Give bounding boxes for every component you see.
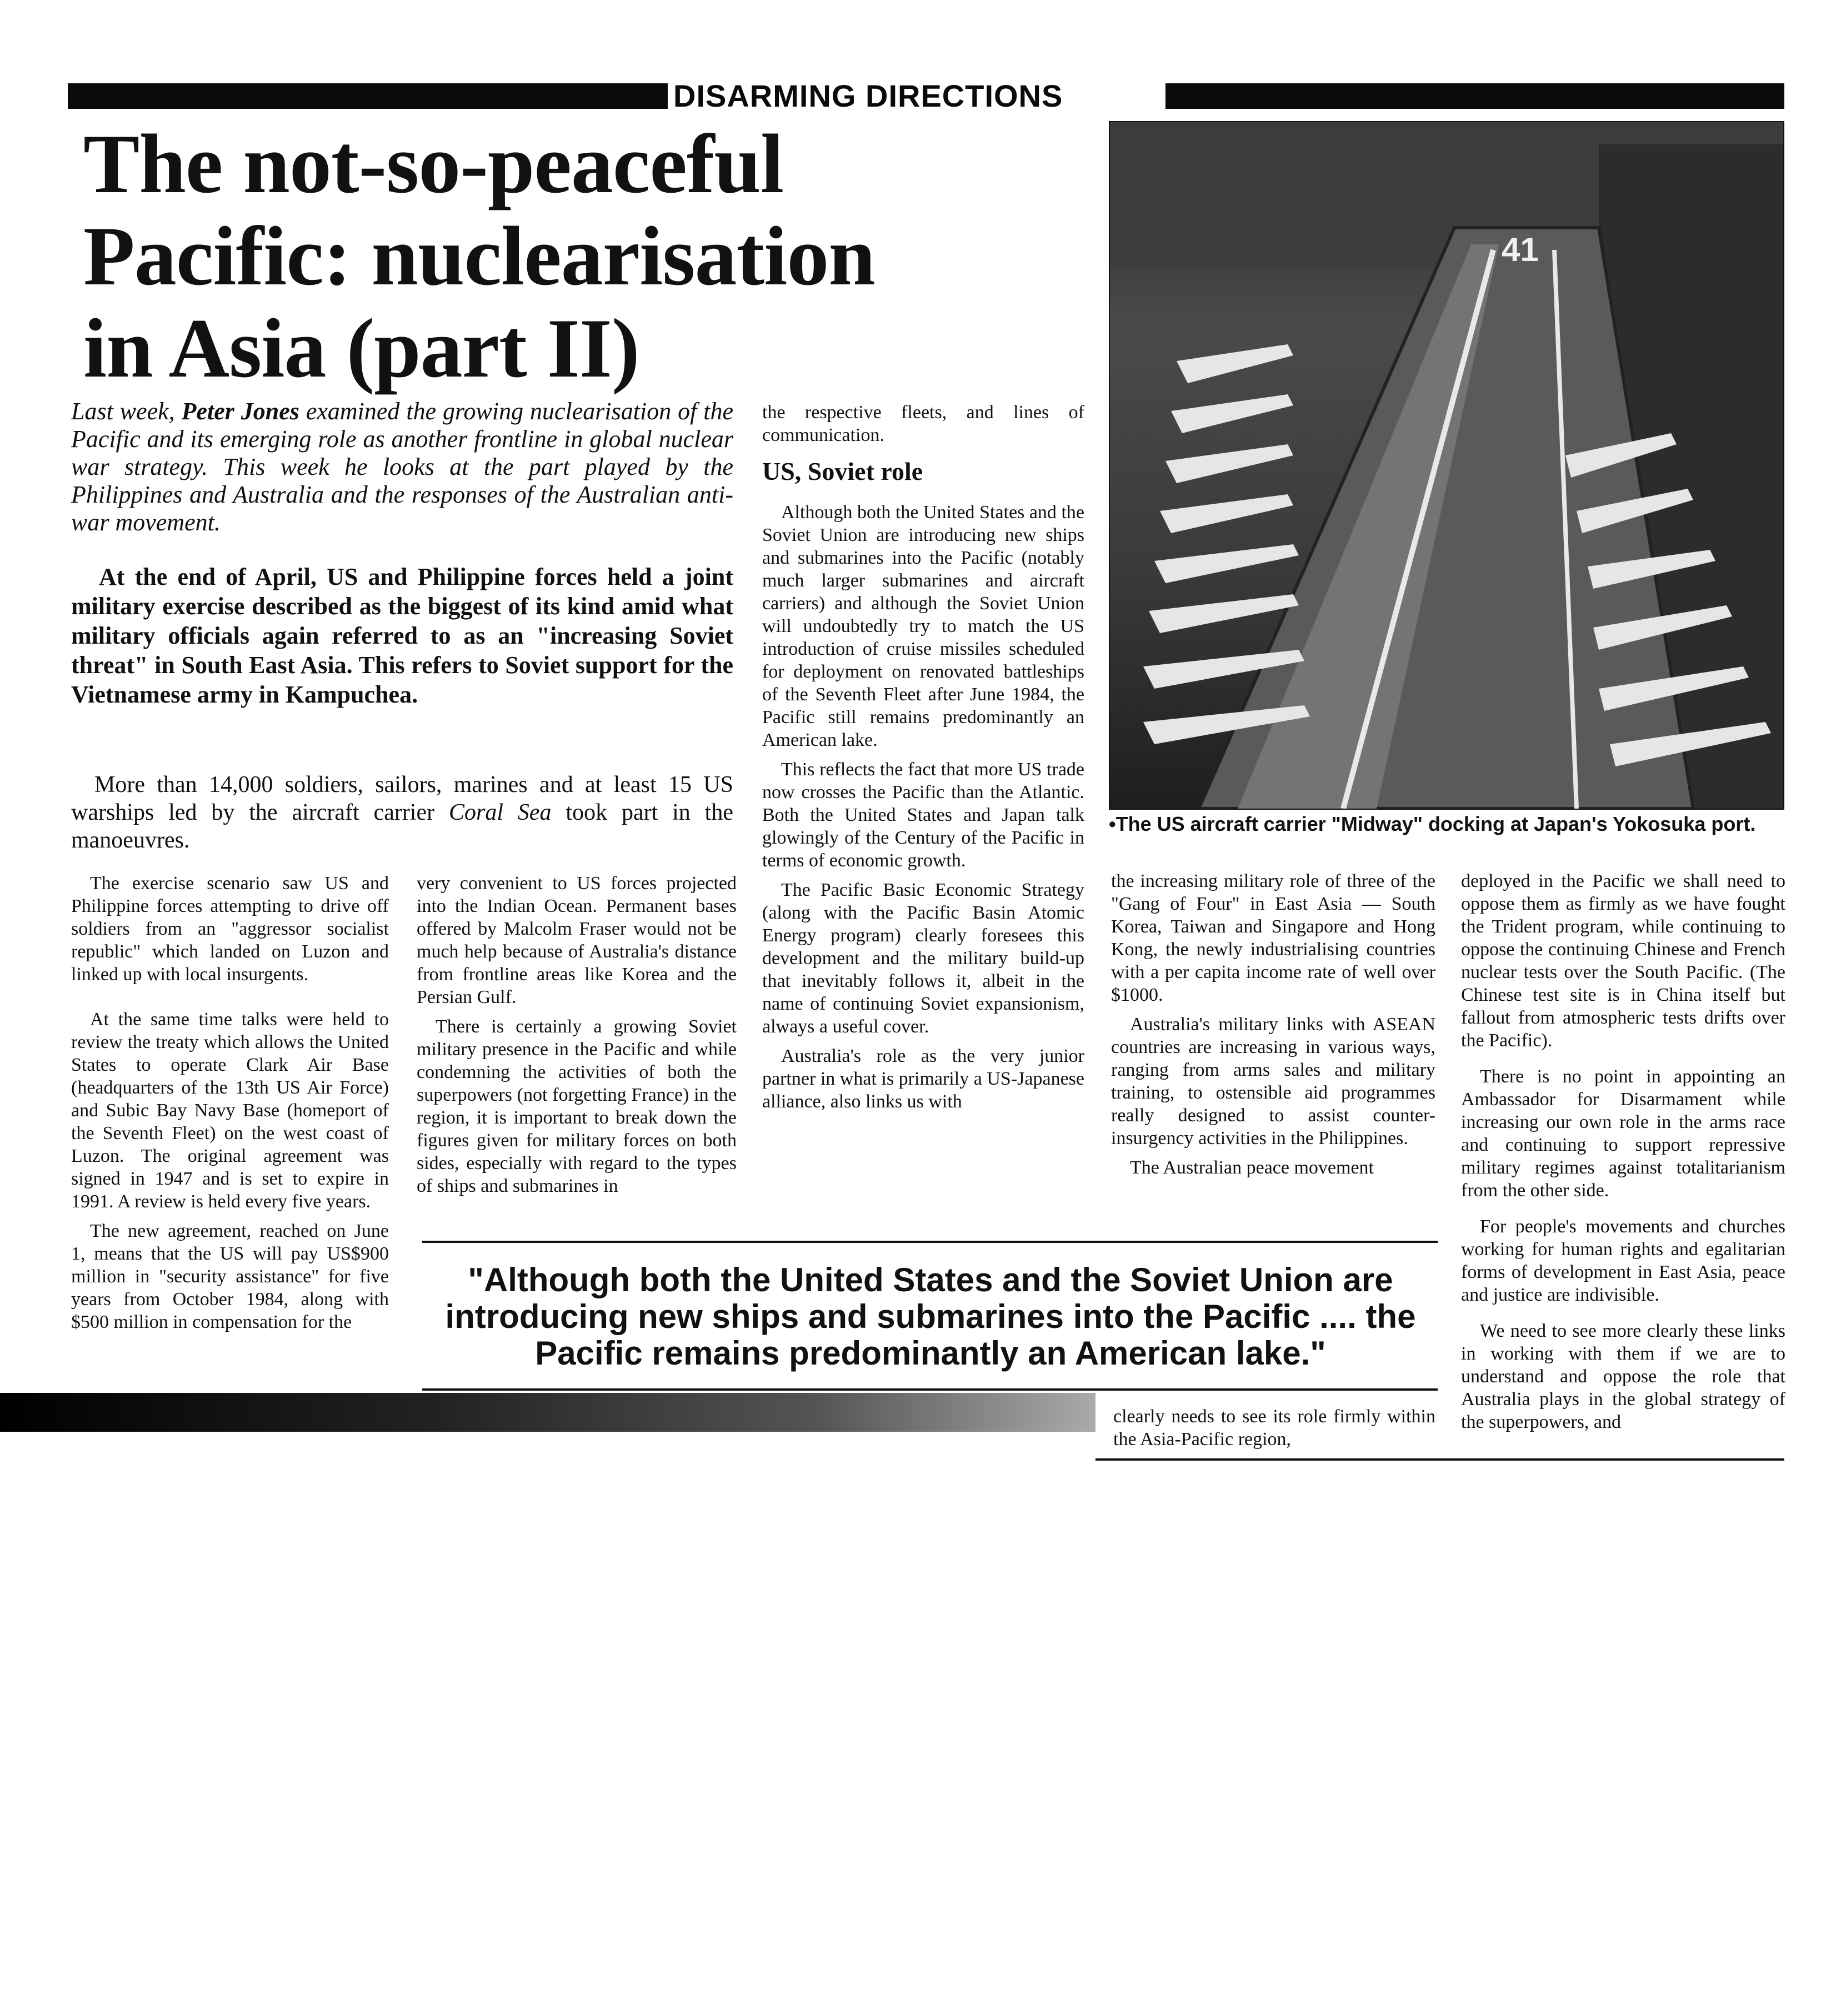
col5-paragraph-2: There is no point in appointing an Ambassador for Disarmament while increasing our own role in the arms race and continuing to support repressive military regimes against totalitarianism from the other side.: [1461, 1066, 1785, 1201]
column-4: [1111, 870, 1435, 1186]
col2-paragraph-1: very convenient to US forces projected into the Indian Ocean. Permanent bases offered by Malcolm Fraser would not be much help because of Australia's distance from frontline areas like Korea and the Persian Gulf.: [417, 873, 737, 1007]
intro-bold: At the end of April, US and Philippine forces held a joint military exercise described as the biggest of its kind amid what military officials again referred to as an "increasing Soviet threat" in South East Asia. This refers to Soviet support for the Vietnamese army in Kampuchea.: [71, 563, 733, 708]
column-1: [71, 872, 389, 1340]
headline-line-3: in Asia (part II): [83, 302, 639, 395]
headline: [83, 118, 1083, 394]
section-banner-bar-right: [1165, 83, 1784, 109]
standfirst: [71, 398, 733, 536]
col5-paragraph-1: deployed in the Pacific we shall need to oppose them as firmly as we have fought the Trident program, while continuing to oppose the continuing Chinese and French nuclear tests over the South Pacific. (The Chinese test site is in China itself but fallout from atmospheric tests drifts over the Pacific).: [1461, 871, 1785, 1051]
col5-paragraph-3: For people's movements and churches working for human rights and egalitarian forms of development in East Asia, peace and justice are indivisible.: [1461, 1216, 1785, 1305]
column-4-continued: [1113, 1405, 1435, 1457]
standfirst-body: examined the growing nuclearisation of the Pacific and its emerging role as another frontline in global nuclear war strategy. This week he looks at the part played by the Philippines and Australia and the responses of the Australian anti-war movement.: [71, 398, 733, 536]
author-name: Peter Jones: [181, 398, 299, 425]
subhead-us-soviet-role: US, Soviet role: [762, 457, 923, 485]
column-5: [1461, 870, 1785, 1440]
intro-paragraph-lead: More than 14,000 soldiers, sailors, marines and at least 15 US warships led by the aircraft carrier: [71, 772, 733, 825]
hull-number: 41: [1502, 231, 1539, 268]
intro-paragraph: [71, 771, 733, 854]
scan-cut-line: [1095, 1458, 1784, 1461]
scan-edge-strip: [0, 1393, 1095, 1432]
pull-quote-rule-bottom: [422, 1388, 1438, 1391]
pull-quote: "Although both the United States and the Soviet Union are introducing new ships and submarines into the Pacific .... the Pacific remains predominantly an American lake.": [445, 1261, 1416, 1372]
column-3: [762, 401, 1084, 1120]
col1-paragraph-1: The exercise scenario saw US and Philippine forces attempting to drive off soldiers from an "aggressor socialist republic" which landed on Luzon and linked up with local insurgents.: [71, 873, 389, 985]
col1-paragraph-3: The new agreement, reached on June 1, means that the US will pay US$900 million in "security assistance" for five years from October 1984, along with $500 million in compensation for the: [71, 1221, 389, 1332]
intro-paragraph-end: took part in the manoeuvres.: [71, 800, 733, 853]
section-banner-bar-left: [68, 83, 668, 109]
col4-paragraph-1: the increasing military role of three of the "Gang of Four" in East Asia — South Korea, Taiwan and Singapore and Hong Kong, the newly industrialising countries with a per capita income rate of well over $1000.: [1111, 871, 1435, 1005]
ship-name: Coral Sea: [448, 800, 552, 825]
col3-paragraph-4: Australia's role as the very junior partner in what is primarily a US-Japanese alliance, also links us with: [762, 1046, 1084, 1112]
column-2: [417, 872, 737, 1204]
pull-quote-rule-top: [422, 1241, 1438, 1243]
col3-paragraph-2: This reflects the fact that more US trade now crosses the Pacific than the Atlantic. Both the United States and Japan talk glowingly of the Century of the Pacific in terms of economic growth.: [762, 759, 1084, 871]
col3-paragraph-1: Although both the United States and the Soviet Union are introducing new ships and submarines into the Pacific (notably much larger submarines and aircraft carriers) and although the Soviet Union will undoubtedly try to match the US introduction of cruise missiles scheduled for deployment on renovated battleships of the Seventh Fleet after June 1984, the Pacific still remains predominantly an American lake.: [762, 502, 1084, 750]
aircraft-carrier-photo: [1109, 121, 1784, 810]
col4-paragraph-3: The Australian peace movement: [1130, 1157, 1374, 1178]
col5-paragraph-4: We need to see more clearly these links in working with them if we are to understand and oppose the role that Australia plays in the global strategy of the superpowers, and: [1461, 1321, 1785, 1432]
carrier-illustration: [1110, 122, 1783, 809]
photo-caption: •The US aircraft carrier "Midway" docking at Japan's Yokosuka port.: [1109, 813, 1756, 835]
col4-bottom: clearly needs to see its role firmly within the Asia-Pacific region,: [1113, 1406, 1435, 1450]
headline-line-1: The not-so-peaceful: [83, 117, 784, 210]
col4-paragraph-2: Australia's military links with ASEAN countries are increasing in various ways, ranging from arms sales and military training, to ostensible aid programmes really designed to assist counter-insurgency activities in the Philippines.: [1111, 1014, 1435, 1149]
col2-paragraph-2: There is certainly a growing Soviet military presence in the Pacific and while condemning the activities of both the superpowers (not forgetting France) in the region, it is important to break down the figures given for military forces on both sides, especially with regard to the types of ships and submarines in: [417, 1016, 737, 1196]
standfirst-lead: Last week,: [71, 398, 182, 425]
col1-paragraph-2: At the same time talks were held to review the treaty which allows the United States to operate Clark Air Base (headquarters of the 13th US Air Force) and Subic Bay Navy Base (homeport of the Seventh Fleet) on the west coast of Luzon. The original agreement was signed in 1947 and is set to expire in 1991. A review is held every five years.: [71, 1009, 389, 1212]
section-label: DISARMING DIRECTIONS: [673, 78, 1063, 113]
col3-paragraph-3: The Pacific Basic Economic Strategy (along with the Pacific Basin Atomic Energy program) clearly foresees this development and the military build-up that inevitably follows it, albeit in the name of continuing Soviet expansionism, always a useful cover.: [762, 880, 1084, 1037]
col3-top: the respective fleets, and lines of communication.: [762, 402, 1084, 445]
headline-line-2: Pacific: nuclearisation: [83, 209, 875, 303]
